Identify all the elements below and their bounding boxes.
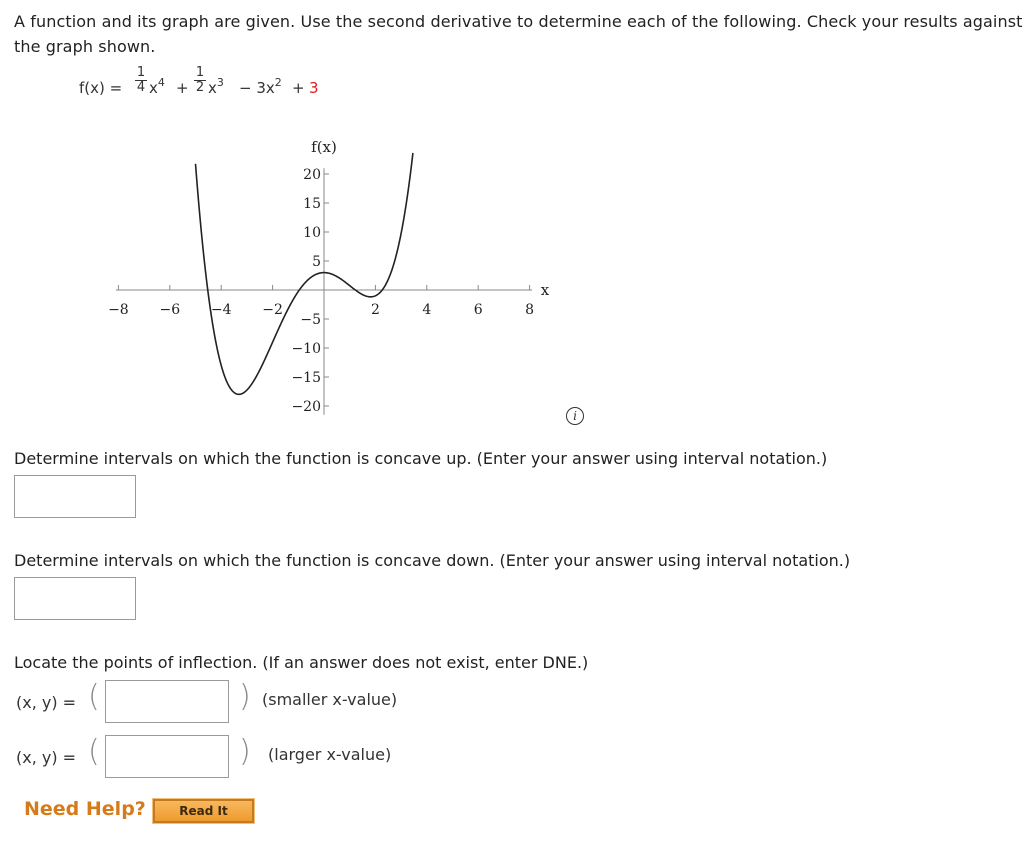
formula-lhs: f(x) = (79, 79, 123, 97)
y-tick-label: −5 (300, 312, 321, 328)
plus-sign: + (176, 79, 189, 97)
term-x4: $x^4$ (149, 76, 165, 97)
inflection-label-2: (x, y) = (16, 748, 77, 767)
read-it-button[interactable]: Read It (153, 799, 254, 823)
prompt-line-2: the graph shown. (14, 37, 156, 56)
x-tick-label: 8 (525, 302, 535, 318)
inflection-question: Locate the points of inflection. (If an answer does not exist, enter DNE.) (14, 653, 589, 672)
fraction-denominator: 4 (136, 80, 146, 95)
term-3x2: − $3x^2$ (239, 76, 282, 97)
x-tick-label: −4 (210, 302, 232, 318)
y-tick-label: 20 (303, 167, 321, 183)
prompt-line-1: A function and its graph are given. Use the second derivative to determine each of the following. Check your results against (14, 12, 1023, 31)
open-paren: ( (88, 734, 100, 769)
y-tick-label: 10 (303, 225, 321, 241)
y-axis-label: f(x) (311, 138, 337, 156)
x-tick-label: −2 (262, 302, 283, 318)
inflection-label-1: (x, y) = (16, 693, 77, 712)
concave-down-question: Determine intervals on which the function is concave down. (Enter your answer using interval notation.) (14, 551, 851, 570)
fraction-one-fourth (135, 66, 147, 95)
concave-up-question: Determine intervals on which the function is concave up. (Enter your answer using interval notation.) (14, 449, 828, 468)
graph-axes (116, 168, 535, 415)
function-graph (0, 120, 600, 420)
term-constant: 3 (309, 79, 319, 97)
close-paren: ) (239, 679, 251, 714)
y-tick-label: 5 (312, 254, 321, 270)
x-tick-label: −8 (108, 302, 129, 318)
fraction-one-half (194, 66, 206, 95)
x-tick-label: −6 (159, 302, 181, 318)
inflection-point-smaller-input[interactable] (105, 680, 229, 723)
x-tick-label: 6 (473, 302, 483, 318)
open-paren: ( (88, 679, 100, 714)
x-tick-label: 2 (370, 302, 380, 318)
smaller-x-note: (smaller x-value) (262, 690, 398, 709)
close-paren: ) (239, 734, 251, 769)
term-plus: + (292, 79, 305, 97)
function-curve (196, 153, 413, 394)
y-tick-label: −20 (291, 399, 321, 415)
inflection-point-larger-input[interactable] (105, 735, 229, 778)
x-axis-label: x (540, 281, 550, 299)
graph-tick-labels (108, 167, 534, 415)
y-tick-label: −15 (291, 370, 321, 386)
y-tick-label: 15 (303, 196, 321, 212)
fraction-numerator: 1 (195, 65, 205, 80)
concave-down-input[interactable] (14, 577, 136, 620)
y-tick-label: −10 (291, 341, 321, 357)
fraction-denominator: 2 (195, 80, 205, 95)
need-help-label: Need Help? (24, 798, 146, 820)
fraction-numerator: 1 (136, 65, 146, 80)
larger-x-note: (larger x-value) (268, 745, 392, 764)
info-icon[interactable]: i (566, 407, 584, 425)
x-tick-label: 4 (422, 302, 432, 318)
term-x3: $x^3$ (208, 76, 224, 97)
problem-prompt (14, 9, 1024, 59)
concave-up-input[interactable] (14, 475, 136, 518)
function-formula (79, 66, 379, 116)
